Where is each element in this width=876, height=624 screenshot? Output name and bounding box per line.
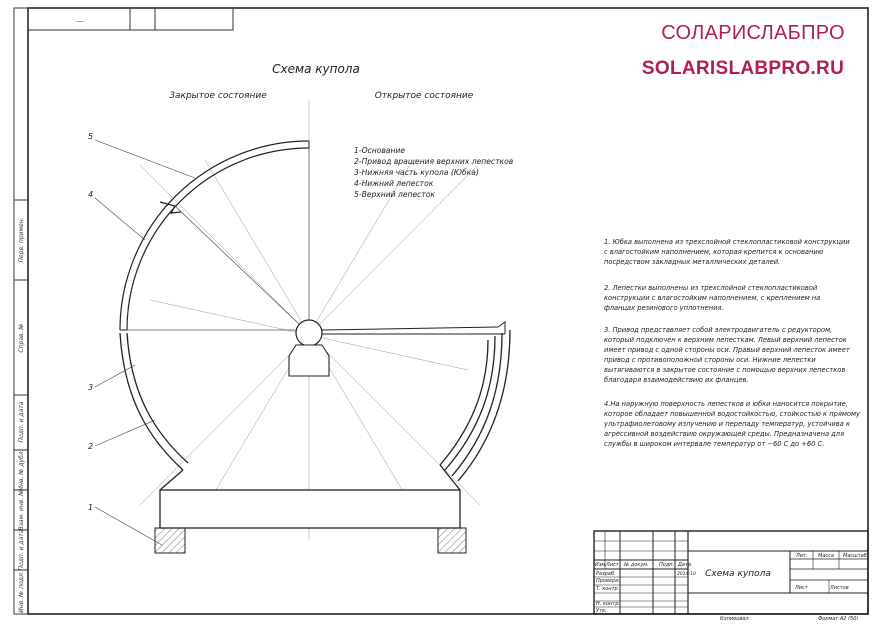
row-label-prover: Провери.	[596, 578, 621, 584]
sheets-label: Листов	[830, 585, 849, 591]
legend-item-4: 4-Нижний лепесток	[354, 179, 434, 188]
petals-open	[322, 322, 505, 334]
callout-numbers	[88, 132, 93, 512]
col-header-sign: Подп.	[659, 562, 675, 568]
title-block-text	[595, 553, 867, 620]
side-label-3: Подп. и дата	[18, 401, 25, 443]
legend-item-2: 2-Привод вращения верхних лепестков	[354, 157, 514, 166]
side-label-1: Перв. примен.	[18, 217, 25, 263]
callout-leaders	[95, 140, 195, 545]
note-line: 4.На наружную поверхность лепестков и юбки наносится покрытие,	[604, 400, 848, 408]
copied-label: Копировал	[720, 616, 749, 620]
date-value: 2014-10	[677, 572, 696, 577]
note-line: 2. Лепестки выполнены из трехслойной стеклопластиковой	[604, 284, 818, 292]
upper-petal-closed	[120, 141, 309, 330]
note-line: с влагостойким наполнением, которая крепится к основанию	[604, 248, 824, 256]
note-line: фланцах резинового уплотнения.	[604, 304, 724, 312]
sheet-label: Лист	[795, 585, 808, 591]
technical-notes	[603, 238, 861, 448]
note-line: службы в широком интервале температур от −60 С до +60 С.	[604, 440, 825, 448]
callout-1: 1	[88, 503, 94, 512]
mass-label: Масса	[818, 553, 834, 559]
note-line: который подключен к верхним лепесткам. Левый верхний лепесток	[604, 336, 847, 344]
side-label-6: Подп. и дата	[18, 529, 25, 571]
foundation-base	[155, 490, 466, 553]
col-header-date: Дата	[678, 562, 691, 568]
row-label-razrab: Разраб.	[596, 571, 616, 577]
note-line: которое обладает повышенной водостойкостью, стойкостью к прямому	[604, 410, 861, 418]
callout-2: 2	[88, 442, 94, 451]
brand-name: СОЛАРИСЛАБПРО	[661, 22, 845, 44]
note-line: конструкции с влагостойким наполнением, с креплением на	[604, 294, 821, 302]
side-label-4: Инв. № дубл.	[18, 449, 25, 491]
callout-4: 4	[88, 190, 94, 199]
scale-label: Масштаб	[843, 553, 867, 559]
callout-5: 5	[88, 132, 94, 141]
note-line: вытягиваются в закрытое состояние с помощью верхних лепестков	[604, 366, 846, 374]
side-label-5: Взам. инв. №	[18, 489, 25, 531]
note-line: благодаря взаимодействию их фланцев.	[604, 376, 749, 384]
parts-legend	[354, 146, 514, 199]
brand-url[interactable]: SOLARISLABPRO.RU	[641, 58, 845, 79]
side-label-7: Инв. № подл.	[18, 571, 25, 613]
col-header-izm: Изм.	[595, 562, 607, 568]
legend-item-1: 1-Основание	[354, 146, 406, 155]
side-strip	[14, 200, 28, 613]
top-stamp	[28, 8, 233, 30]
format-label: Формат А2 (50)	[818, 616, 859, 620]
side-label-2: Справ. №	[18, 323, 25, 353]
closed-state-label: Закрытое состояние	[169, 91, 267, 101]
rotation-drive	[289, 320, 329, 376]
note-line: агрессивной воздействию окружающей среды. Предназначена для	[604, 430, 845, 438]
callout-3: 3	[88, 383, 94, 392]
legend-item-5: 5-Верхний лепесток	[354, 190, 436, 199]
title-block-name: Схема купола	[705, 569, 771, 579]
petal-radial-lines	[120, 141, 309, 330]
note-line: 3. Привод представляет собой электродвигатель с редуктором,	[604, 326, 833, 334]
col-header-list: Лист	[606, 562, 619, 568]
note-line: посредством закладных металлических деталей.	[604, 258, 781, 266]
col-header-doc: № докум.	[624, 562, 649, 568]
diagram-title: Схема купола	[272, 62, 360, 76]
note-line: ультрафиолетовому излучению и перепаду температур, устойчива к	[604, 420, 850, 428]
row-label-tkontr: Т. контр.	[596, 586, 620, 592]
legend-item-3: 3-Нижняя часть купола (Юбка)	[354, 168, 479, 177]
note-line: имеет привод с одной стороны оси. Правый верхний лепесток имеет	[604, 346, 850, 354]
row-label-nkontr: Н. контр.	[596, 601, 620, 607]
row-label-utv: Утв.	[596, 608, 607, 614]
open-state-label: Открытое состояние	[374, 91, 474, 101]
note-line: 1. Юбка выполнена из трехслойной стеклопластиковой конструкции	[604, 238, 850, 246]
svg-text:—: —	[76, 17, 84, 25]
lit-label: Лит.	[796, 553, 808, 559]
note-line: привод с противоположной стороны оси. Нижние лепестки	[604, 356, 816, 364]
